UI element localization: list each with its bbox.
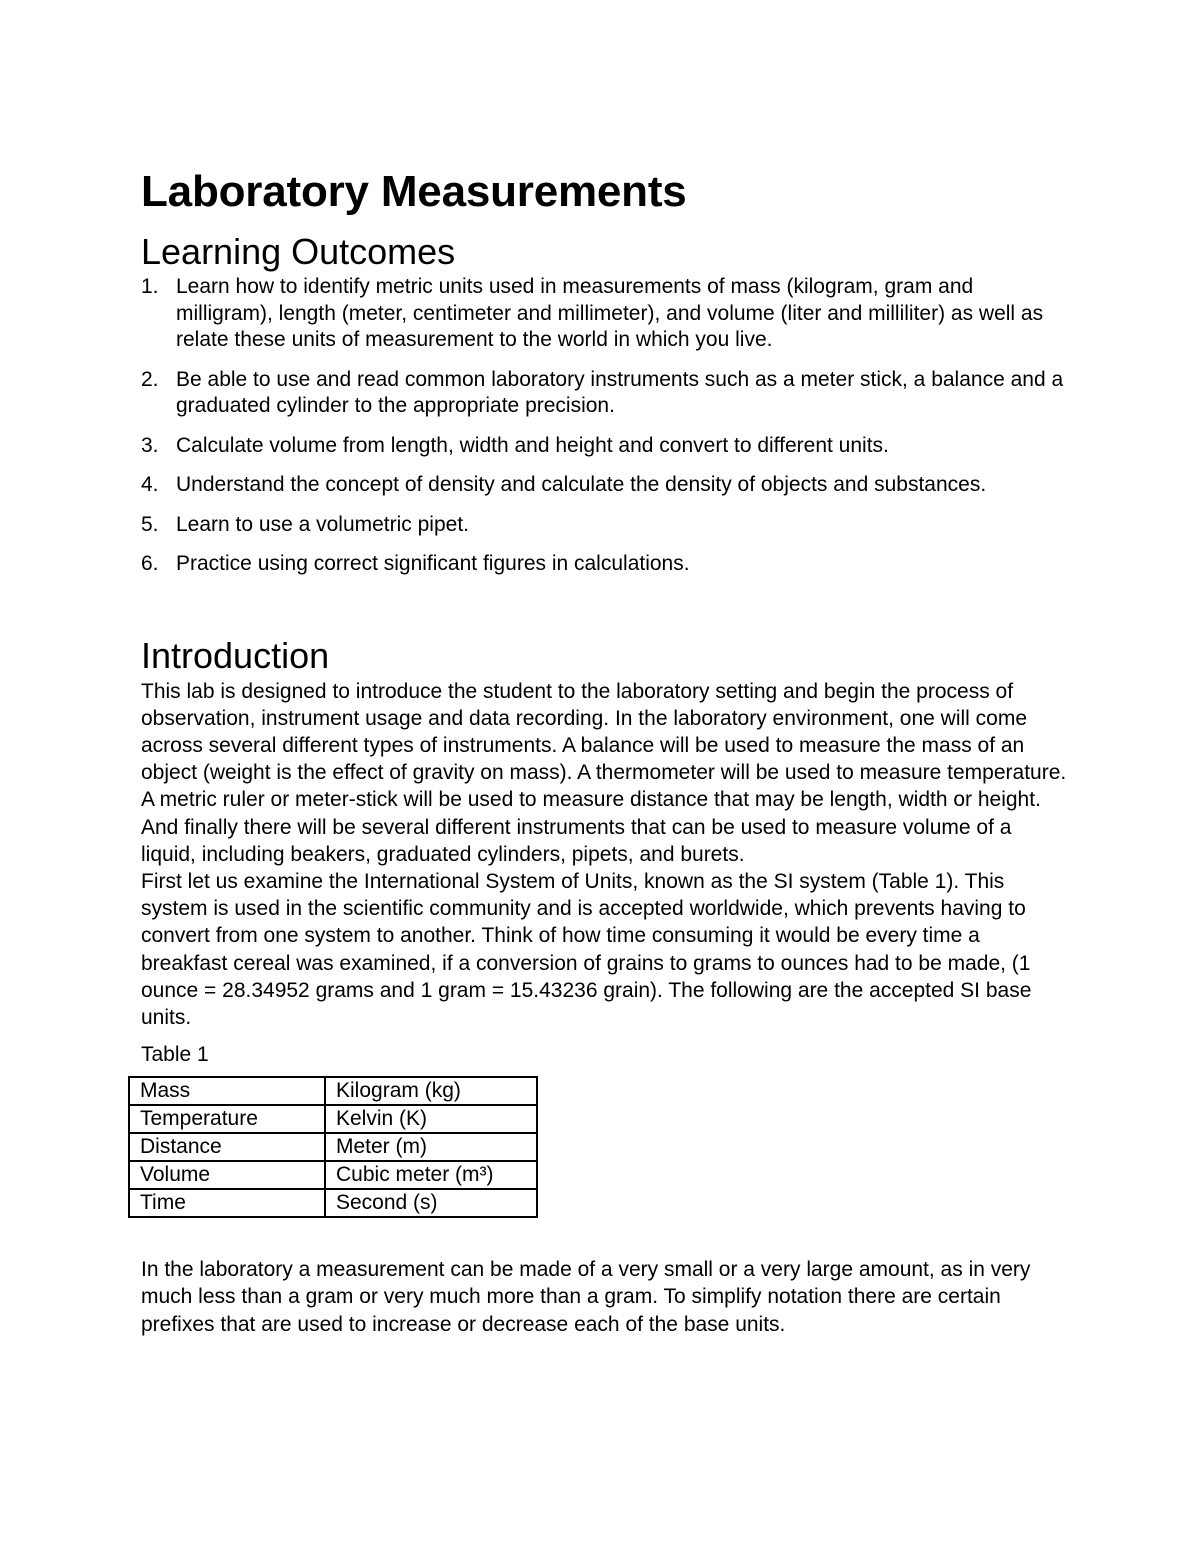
si-units-table [128,1076,538,1218]
learning-outcomes-heading: Learning Outcomes [141,231,456,272]
table-cell-unit: Second (s) [325,1189,537,1217]
table-cell-quantity: Mass [129,1077,325,1105]
document-page [141,166,1071,1338]
document-title: Laboratory Measurements [141,167,687,216]
outcome-text: Practice using correct significant figures in calculations. [176,552,690,575]
introduction-paragraph: This lab is designed to introduce the student to the laboratory setting and begin the process of observation, instrument usage and data recording. In the laboratory environment, one will come across several different types of instruments. A balance will be used to measure the mass of an object (weight is the effect of gravity on mass). A thermometer will be used to measure temperature. A metric ruler or meter-stick will be used to measure distance that may be length, width or height. And finally there will be several different instruments that can be used to measure volume of a liquid, including beakers, graduated cylinders, pipets, and burets. [141,679,1067,866]
learning-outcomes-list [141,274,1071,578]
table-cell-unit: Kilogram (kg) [325,1077,537,1105]
outcome-text: Be able to use and read common laboratory instruments such as a meter stick, a balance and a graduated cylinder to the appropriate precision. [176,367,1064,417]
table-cell-unit: Cubic meter (m³) [325,1161,537,1189]
table-cell-quantity: Volume [129,1161,325,1189]
outcome-item [141,551,1071,578]
introduction-heading: Introduction [141,634,330,676]
outcome-number: 3. [141,433,159,457]
table-row [129,1105,537,1133]
table-cell-unit: Kelvin (K) [325,1105,537,1133]
outcome-text: Learn to use a volumetric pipet. [176,512,469,536]
outcome-number: 2. [141,367,159,391]
outcome-item [141,512,1071,539]
outcome-number: 5. [141,512,159,536]
outcome-number: 1. [141,275,159,298]
outcome-item [141,367,1071,420]
outcome-item [141,433,1071,460]
table-row [129,1189,537,1217]
outcome-item [141,472,1071,499]
table-caption: Table 1 [141,1043,209,1067]
table-cell-unit: Meter (m) [325,1133,537,1161]
outcome-text: Learn how to identify metric units used in measurements of mass (kilogram, gram and milligram), length (meter, centimeter and millimeter), and volume (liter and milliliter) as well as relate these units of measurement to the world in which you live. [176,275,1044,351]
table-row [129,1133,537,1161]
outcome-number: 6. [141,552,159,575]
table-cell-quantity: Time [129,1189,325,1217]
table-row [129,1161,537,1189]
table-cell-quantity: Distance [129,1133,325,1161]
outcome-number: 4. [141,473,159,496]
prefixes-paragraph: In the laboratory a measurement can be made of a very small or a very large amount, as in very much less than a gram or very much more than a gram. To simplify notation there are certain prefixes that are used to increase or decrease each of the base units. [141,1258,1031,1336]
outcome-text: Calculate volume from length, width and height and convert to different units. [176,433,889,457]
table-cell-quantity: Temperature [129,1105,325,1133]
table-row [129,1077,537,1105]
outcome-item [141,274,1071,354]
si-system-paragraph: First let us examine the International System of Units, known as the SI system (Table 1). This system is used in the scientific community and is accepted worldwide, which prevents having to convert from one system to another. Think of how time consuming it would be every time a breakfast cereal was examined, if a conversion of grains to grams to ounces had to be made, (1 ounce = 28.34952 grams and 1 gram = 15.43236 grain). The following are the accepted SI base units. [141,869,1032,1029]
outcome-text: Understand the concept of density and calculate the density of objects and substances. [176,473,987,496]
